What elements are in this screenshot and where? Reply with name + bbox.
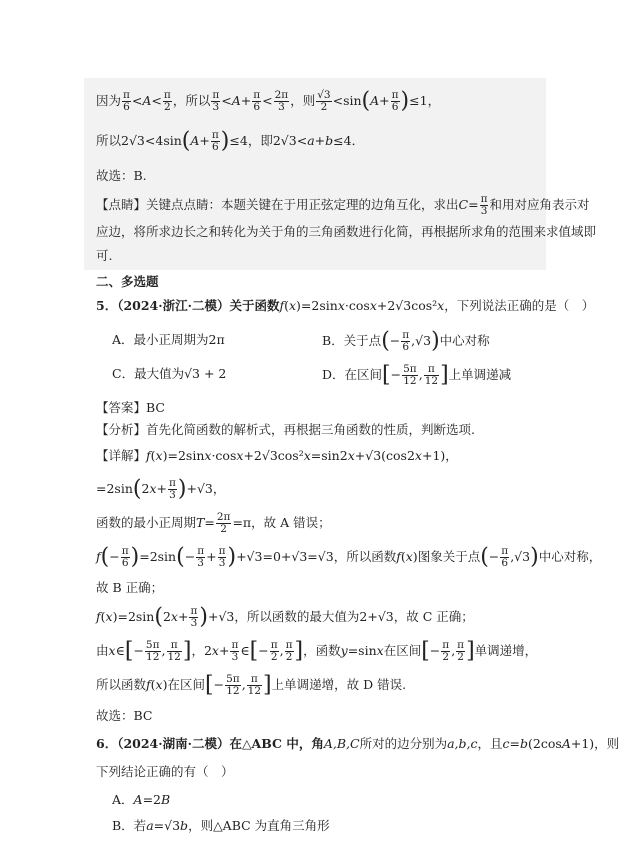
q5-option-a: A．最小正周期为2π bbox=[112, 332, 225, 347]
q6-option-b: B．若a=√3b，则△ABC 为直角三角形 bbox=[112, 818, 330, 833]
q5-detail-2: =2sin(2x+ $\frac{\pi}{3}$ )+√3， bbox=[96, 476, 226, 502]
q5-period: 函数的最小正周期T= $\frac{2\pi}{2}$ =π，故 A 错误； bbox=[96, 511, 331, 535]
q5-maximum: f(x)=2sin(2x+ $\frac{\pi}{3}$ )+√3，所以函数的最大值为2+√3，故 C 正确； bbox=[96, 604, 474, 630]
question-6-stem-2: 下列结论正确的有（ ） bbox=[96, 764, 234, 779]
question-6-stem: 6．（2024·湖南·二模）在△ABC 中，角A,B,C所对的边分别为a,b,c，且c=b(2cosA+1)，则 bbox=[96, 736, 620, 751]
q5-choose: 故选：BC bbox=[96, 708, 153, 723]
solution-4-choose: 故选：B. bbox=[96, 168, 147, 183]
dianjing-line-2: 应边，将所求边长之和转化为关于角的三角函数进行化简，再根据所求角的范围来求值域即 bbox=[96, 224, 597, 239]
solution-4-line-1: 因为 $\frac{\pi}{6}$ <A< $\frac{\pi}{2}$ ，所以 $\frac{\pi}{3}$ <A+ $\frac{\pi}{6}$ < $\frac{2\pi}{3}$ ，则 $\frac{√3}{2}$ <sin(A+ $\frac{\pi}{6}$ )≤1， bbox=[96, 88, 441, 114]
section-title: 二、多选题 bbox=[96, 274, 159, 289]
q5-symmetry-conclusion: 故 B 正确； bbox=[96, 580, 164, 595]
solution-4-line-2: 所以2√3<4sin(A+ $\frac{\pi}{6}$ )≤4，即2√3<a+b≤4． bbox=[96, 128, 365, 154]
q5-conclusion: 所以函数f(x)在区间[− $\frac{5\pi}{12}$ , $\frac{\pi}{12}$ ]上单调递增，故 D 错误. bbox=[96, 672, 407, 698]
question-5-stem: 5．（2024·浙江·二模）关于函数f(x)=2sinx·cosx+2√3cos²x，下列说法正确的是（ ） bbox=[96, 298, 595, 313]
q5-answer: 【答案】BC bbox=[96, 400, 165, 415]
q5-option-b: B．关于点(− $\frac{\pi}{6}$ ,√3)中心对称 bbox=[322, 328, 490, 354]
dianjing-line-1: 【点睛】关键点点睛：本题关键在于用正弦定理的边角互化，求出C= $\frac{\pi}{3}$ 和用对应角表示对 bbox=[96, 193, 590, 217]
dianjing-line-3: 可. bbox=[96, 248, 113, 263]
q5-analysis: 【分析】首先化简函数的解析式，再根据三角函数的性质，判断选项. bbox=[96, 422, 475, 437]
q5-option-c: C．最大值为√3 + 2 bbox=[112, 366, 227, 381]
q5-range: 由x∈[− $\frac{5\pi}{12}$ , $\frac{\pi}{12}$ ]，2x+ $\frac{\pi}{3}$ ∈[− $\frac{\pi}{2}$ , $\frac{\pi}{2}$ ]，函数y=sinx在区间[− $\frac{\pi}{2}$ , $\frac{\pi}{2}$ ]单调递增， bbox=[96, 638, 538, 664]
q5-symmetry: f(− $\frac{\pi}{6}$ )=2sin(− $\frac{\pi}{3}$ + $\frac{\pi}{3}$ )+√3=0+√3=√3，所以函数f(x)图象关于点(− $\frac{\pi}{6}$ ,√3)中心对称， bbox=[96, 544, 602, 570]
q5-option-d: D．在区间[− $\frac{5\pi}{12}$ , $\frac{\pi}{12}$ ]上单调递减 bbox=[322, 362, 512, 388]
q6-option-a: A．A=2B bbox=[112, 792, 171, 807]
q5-detail-1: 【详解】f(x)=2sinx·cosx+2√3cos²x=sin2x+√3(cos2x+1)， bbox=[96, 448, 458, 463]
